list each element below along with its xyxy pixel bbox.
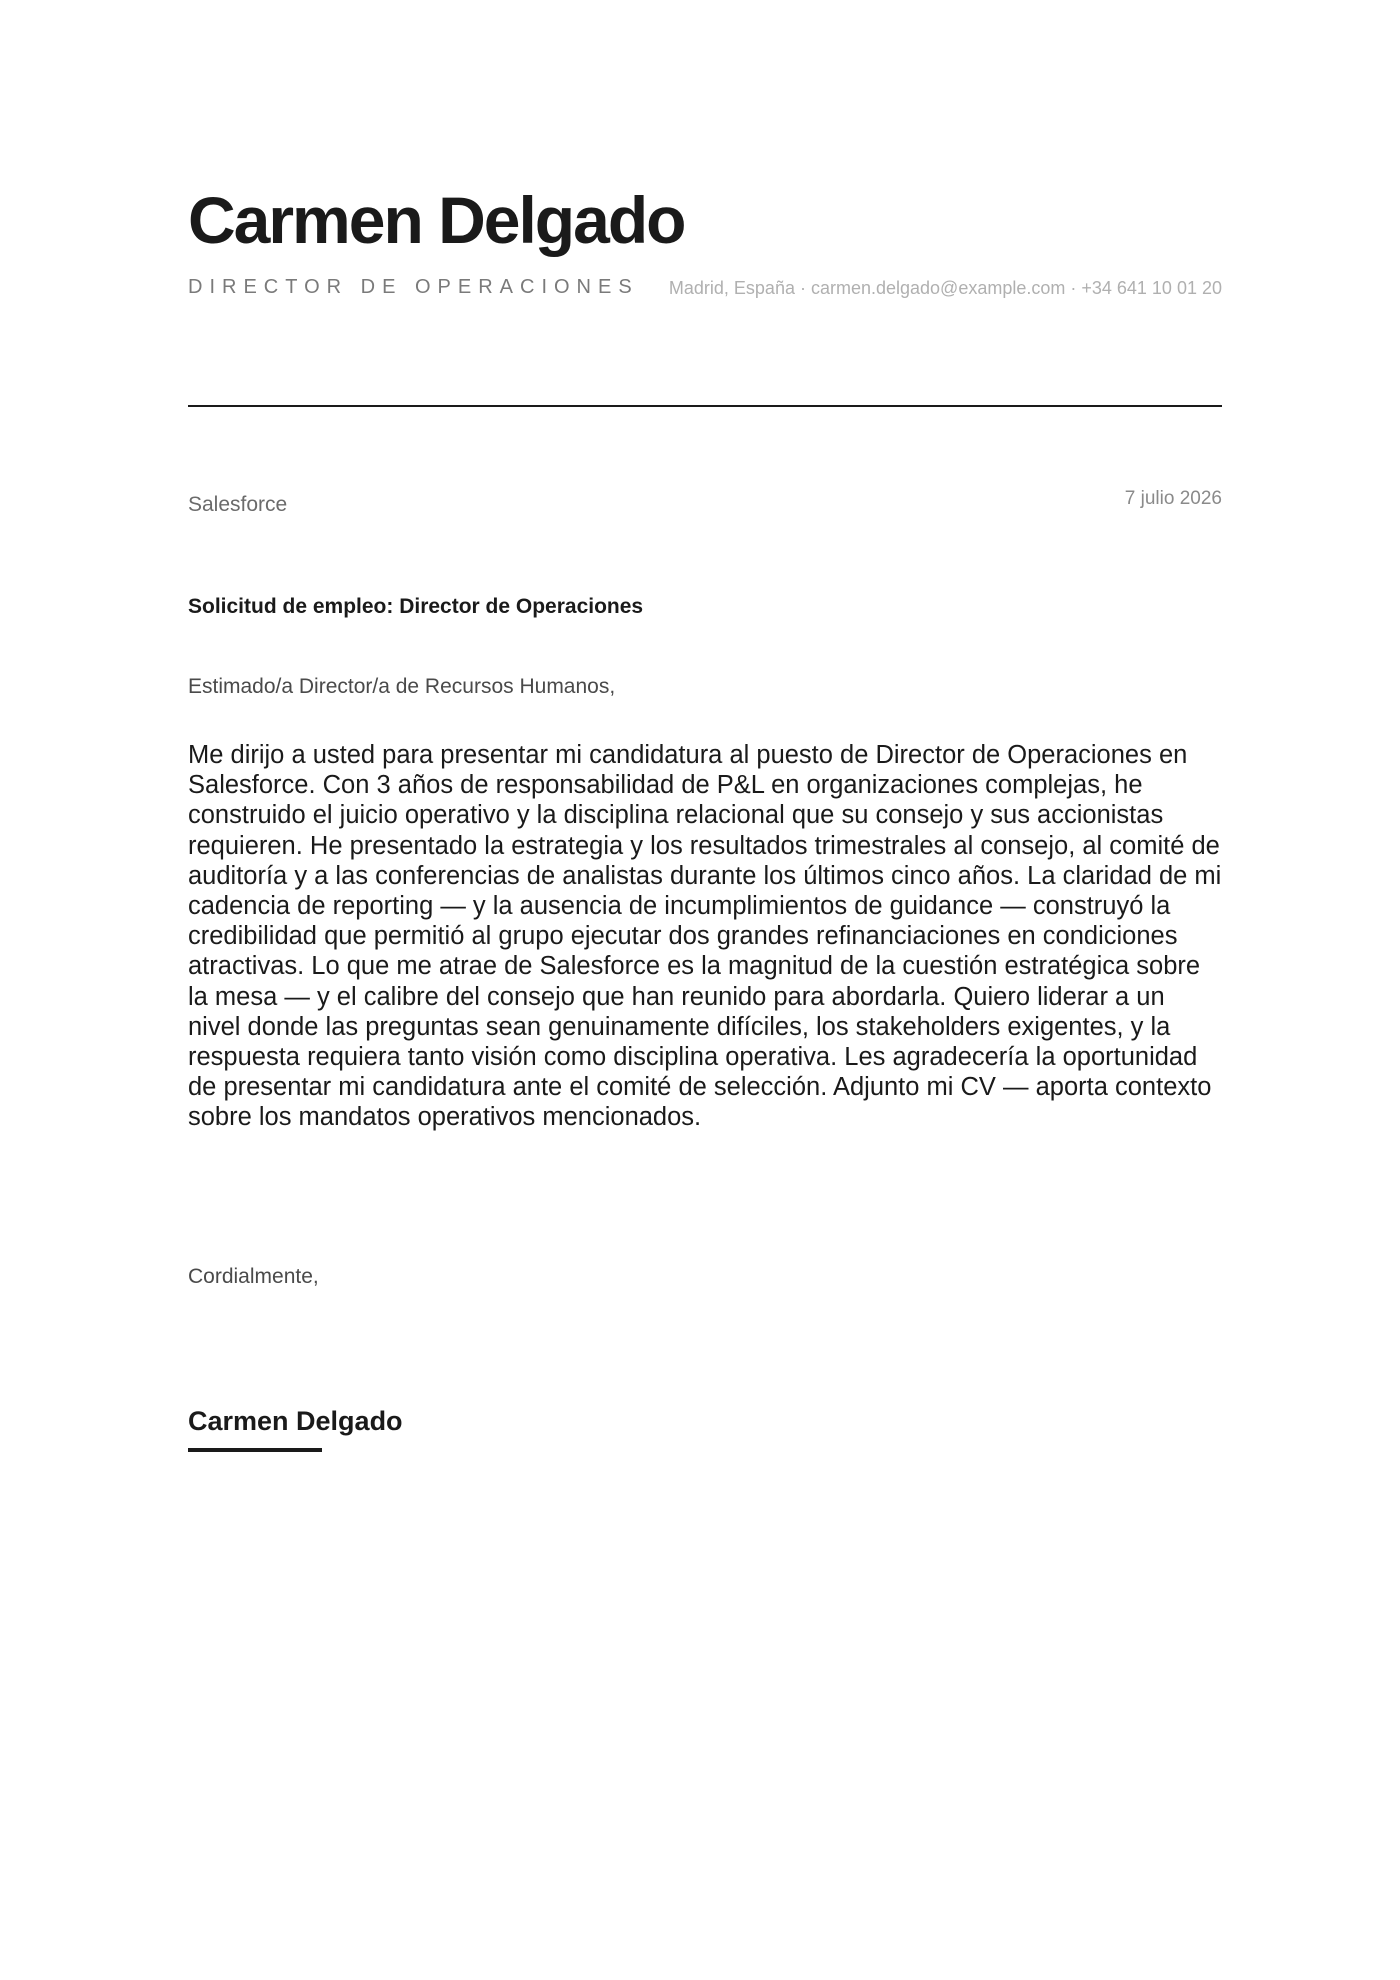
letter-date: 7 julio 2026 [1124, 488, 1222, 509]
letter-closing: Cordialmente, [188, 1265, 319, 1288]
header-divider [188, 405, 1222, 407]
letter-subject: Solicitud de empleo: Director de Operaciones [188, 595, 644, 618]
letter-body: Me dirijo a usted para presentar mi candidatura al puesto de Director de Operaciones en Salesforce. Con 3 años de responsabilidad de P&L en organizaciones complejas, he construido el juicio operativo y la disciplina relacional que su consejo y sus accionistas requieren. He presentado la estrategia y los resultados trimestrales al consejo, al comité de auditoría y a las conferencias de analistas durante los últimos cinco años. La claridad de mi cadencia de reporting — y la ausencia de incumplimientos de guidance — construyó la credibilidad que permitió al grupo ejecutar dos grandes refinanciaciones en condiciones atractivas. Lo que me atrae de Salesforce es la magnitud de la cuestión estratégica sobre la mesa — y el calibre del consejo que han reunido para abordarla. Quiero liderar a un nivel donde las preguntas sean genuinamente difíciles, los stakeholders exigentes, y la respuesta requiera tanto visión como disciplina operativa. Les agradecería la oportunidad de presentar mi candidatura ante el comité de selección. Adjunto mi CV — aporta contexto sobre los mandatos operativos mencionados. [188, 741, 1222, 1132]
applicant-name: Carmen Delgado [188, 183, 685, 257]
header-subline [188, 272, 1222, 302]
cover-letter-page [188, 0, 1222, 1980]
contact-info: Madrid, España · carmen.delgado@example.com · +34 641 10 01 20 [668, 278, 1222, 298]
applicant-role: DIRECTOR DE OPERACIONES [188, 276, 639, 298]
letter-greeting: Estimado/a Director/a de Recursos Humanos, [188, 675, 616, 698]
recipient-company: Salesforce [188, 493, 288, 516]
signature-name: Carmen Delgado [188, 1406, 403, 1436]
signature-underline [188, 1448, 322, 1452]
